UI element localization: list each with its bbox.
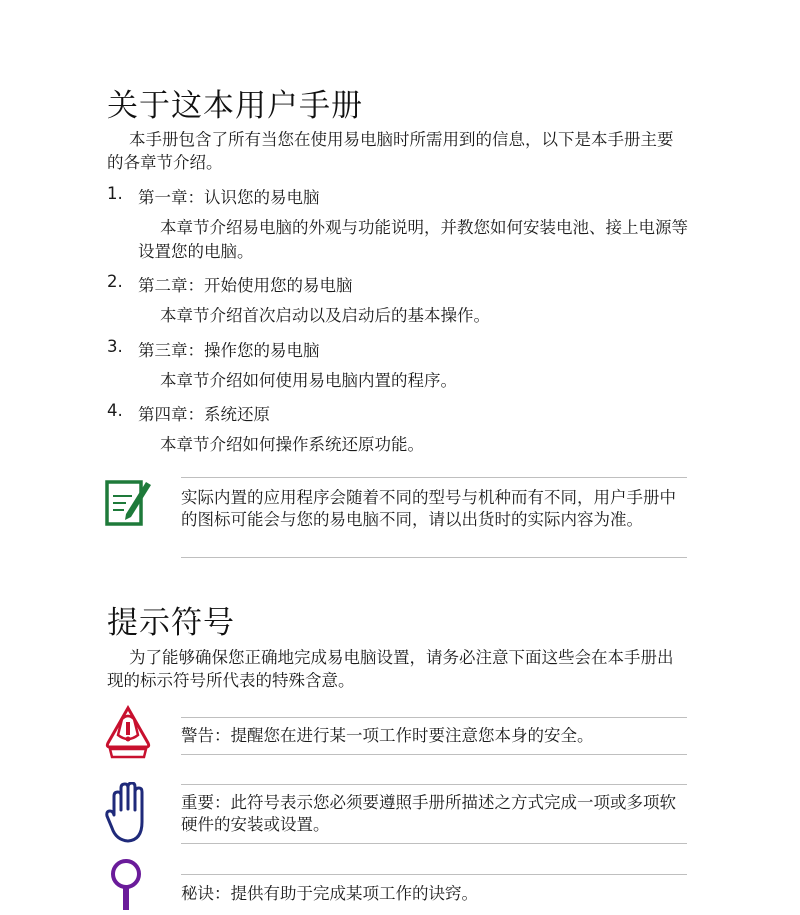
note-box [181, 477, 687, 558]
chapter-description: 本章节介绍如何操作系统还原功能。 [160, 435, 424, 454]
section-title-notice-symbols: 提示符号 [107, 605, 235, 641]
section-title-about-manual: 关于这本用户手册 [107, 88, 363, 124]
chapter-description: 本章节介绍易电脑的外观与功能说明，并教您如何安装电池、接上电源等设置您的电脑。 [138, 218, 688, 261]
hand-icon [104, 782, 152, 844]
chapter-number: 3. [107, 337, 123, 356]
important-notice-box [181, 784, 687, 844]
warning-icon [104, 705, 152, 759]
chapter-number: 2. [107, 272, 123, 291]
chapter-title: 第三章：操作您的易电脑 [138, 341, 320, 360]
magnifier-icon [104, 858, 148, 910]
chapter-number: 4. [107, 401, 123, 420]
about-intro-paragraph: 本手册包含了所有当您在使用易电脑时所需用到的信息，以下是本手册主要的各章节介绍。 [107, 130, 674, 172]
note-pencil-icon [104, 476, 154, 530]
important-notice-text: 重要：此符号表示您必须要遵照手册所描述之方式完成一项或多项软硬件的安装或设置。 [181, 793, 676, 834]
chapter-description: 本章节介绍首次启动以及启动后的基本操作。 [160, 306, 490, 325]
chapter-title: 第一章：认识您的易电脑 [138, 188, 320, 207]
chapter-title: 第二章：开始使用您的易电脑 [138, 276, 353, 295]
warning-notice-text: 警告：提醒您在进行某一项工作时要注意您本身的安全。 [181, 726, 594, 745]
chapter-description: 本章节介绍如何使用易电脑内置的程序。 [160, 371, 457, 390]
warning-notice-box [181, 717, 687, 755]
tip-notice-text: 秘诀：提供有助于完成某项工作的诀窍。 [181, 884, 478, 903]
symbols-intro-paragraph: 为了能够确保您正确地完成易电脑设置，请务必注意下面这些会在本手册出现的标示符号所代表的特殊含意。 [107, 648, 674, 690]
note-text: 实际内置的应用程序会随着不同的型号与机种而有不同，用户手册中的图标可能会与您的易电脑不同，请以出货时的实际内容为准。 [181, 488, 676, 529]
chapter-number: 1. [107, 184, 123, 203]
tip-notice-box [181, 874, 687, 915]
chapter-title: 第四章：系统还原 [138, 405, 270, 424]
